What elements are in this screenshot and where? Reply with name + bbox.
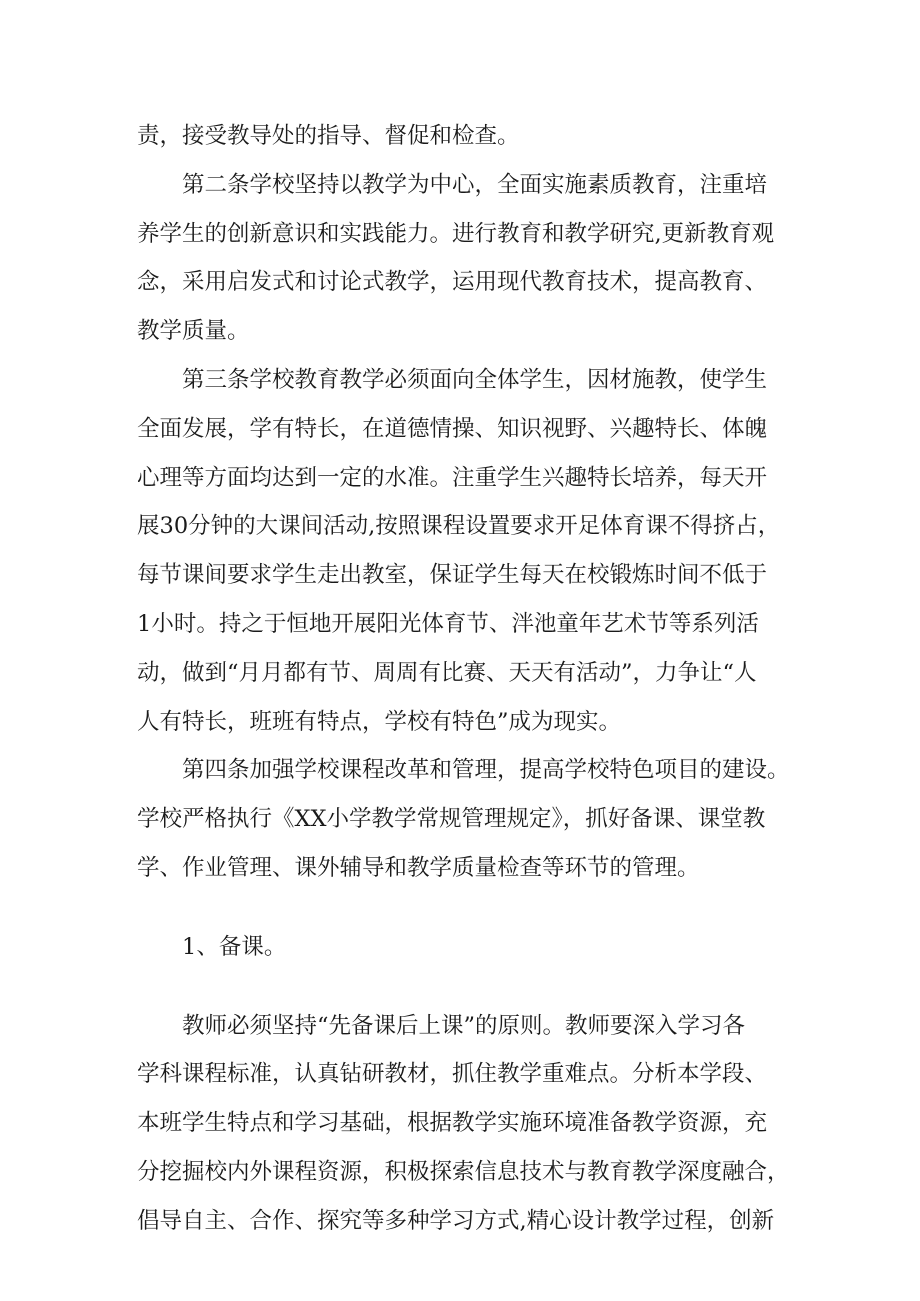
text-line: 学、作业管理、课外辅导和教学质量检查等环节的管理。 (137, 854, 700, 881)
text-line: 每节课间要求学生走出教室，保证学生每天在校锻炼时间不低于 (137, 562, 768, 589)
text-line: 念，采用启发式和讨论式教学，运用现代教育技术，提高教育、 (137, 269, 768, 296)
paragraph-article-4 (137, 746, 790, 892)
text-line: 分挖掘校内外课程资源，积极探索信息技术与教育教学深度融合， (137, 1158, 790, 1185)
text-line: 第二条学校坚持以教学为中心，全面实施素质教育，注重培 (137, 171, 768, 198)
text-line: 1、备课。 (137, 933, 287, 960)
text-line: 1小时。持之于恒地开展阳光体育节、泮池童年艺术节等系列活 (137, 610, 759, 637)
text-line: 动，做到“月月都有节、周周有比赛、天天有活动”，力争让“人 (137, 659, 757, 686)
paragraph-continuation (137, 112, 790, 161)
paragraph-article-2 (137, 161, 790, 356)
text-line: 倡导自主、合作、探究等多种学习方式,精心设计教学过程，创新 (137, 1207, 775, 1234)
paragraph-lesson-prep (137, 1002, 790, 1246)
text-line: 本班学生特点和学习基础，根据教学实施环境准备教学资源，充 (137, 1110, 768, 1137)
text-line: 人有特长，班班有特点，学校有特色”成为现实。 (137, 708, 622, 735)
text-line: 全面发展，学有特长，在道德情操、知识视野、兴趣特长、体魄 (137, 415, 768, 442)
text-line: 学科课程标准，认真钻研教材，抓住教学重难点。分析本学段、 (137, 1061, 768, 1088)
paragraph-spacer (137, 972, 790, 1002)
text-line: 第四条加强学校课程改革和管理，提高学校特色项目的建设。 (137, 757, 790, 784)
text-line: 学校严格执行《XX小学教学常规管理规定》，抓好备课、课堂教 (137, 806, 766, 833)
text-line: 展30分钟的大课间活动,按照课程设置要求开足体育课不得挤占， (137, 513, 781, 540)
paragraph-article-3 (137, 356, 790, 746)
text-line: 养学生的创新意识和实践能力。进行教育和教学研究,更新教育观 (137, 220, 775, 247)
paragraph-spacer (137, 893, 790, 923)
text-line: 教学质量。 (137, 318, 250, 345)
text-line: 教师必须坚持“先备课后上课”的原则。教师要深入学习各 (137, 1012, 746, 1039)
section-heading-lesson-prep (137, 923, 790, 972)
text-line: 心理等方面均达到一定的水准。注重学生兴趣特长培养，每天开 (137, 464, 768, 491)
text-line: 第三条学校教育教学必须面向全体学生，因材施教，使学生 (137, 366, 768, 393)
text-line: 责，接受教导处的指导、督促和检查。 (137, 123, 520, 149)
